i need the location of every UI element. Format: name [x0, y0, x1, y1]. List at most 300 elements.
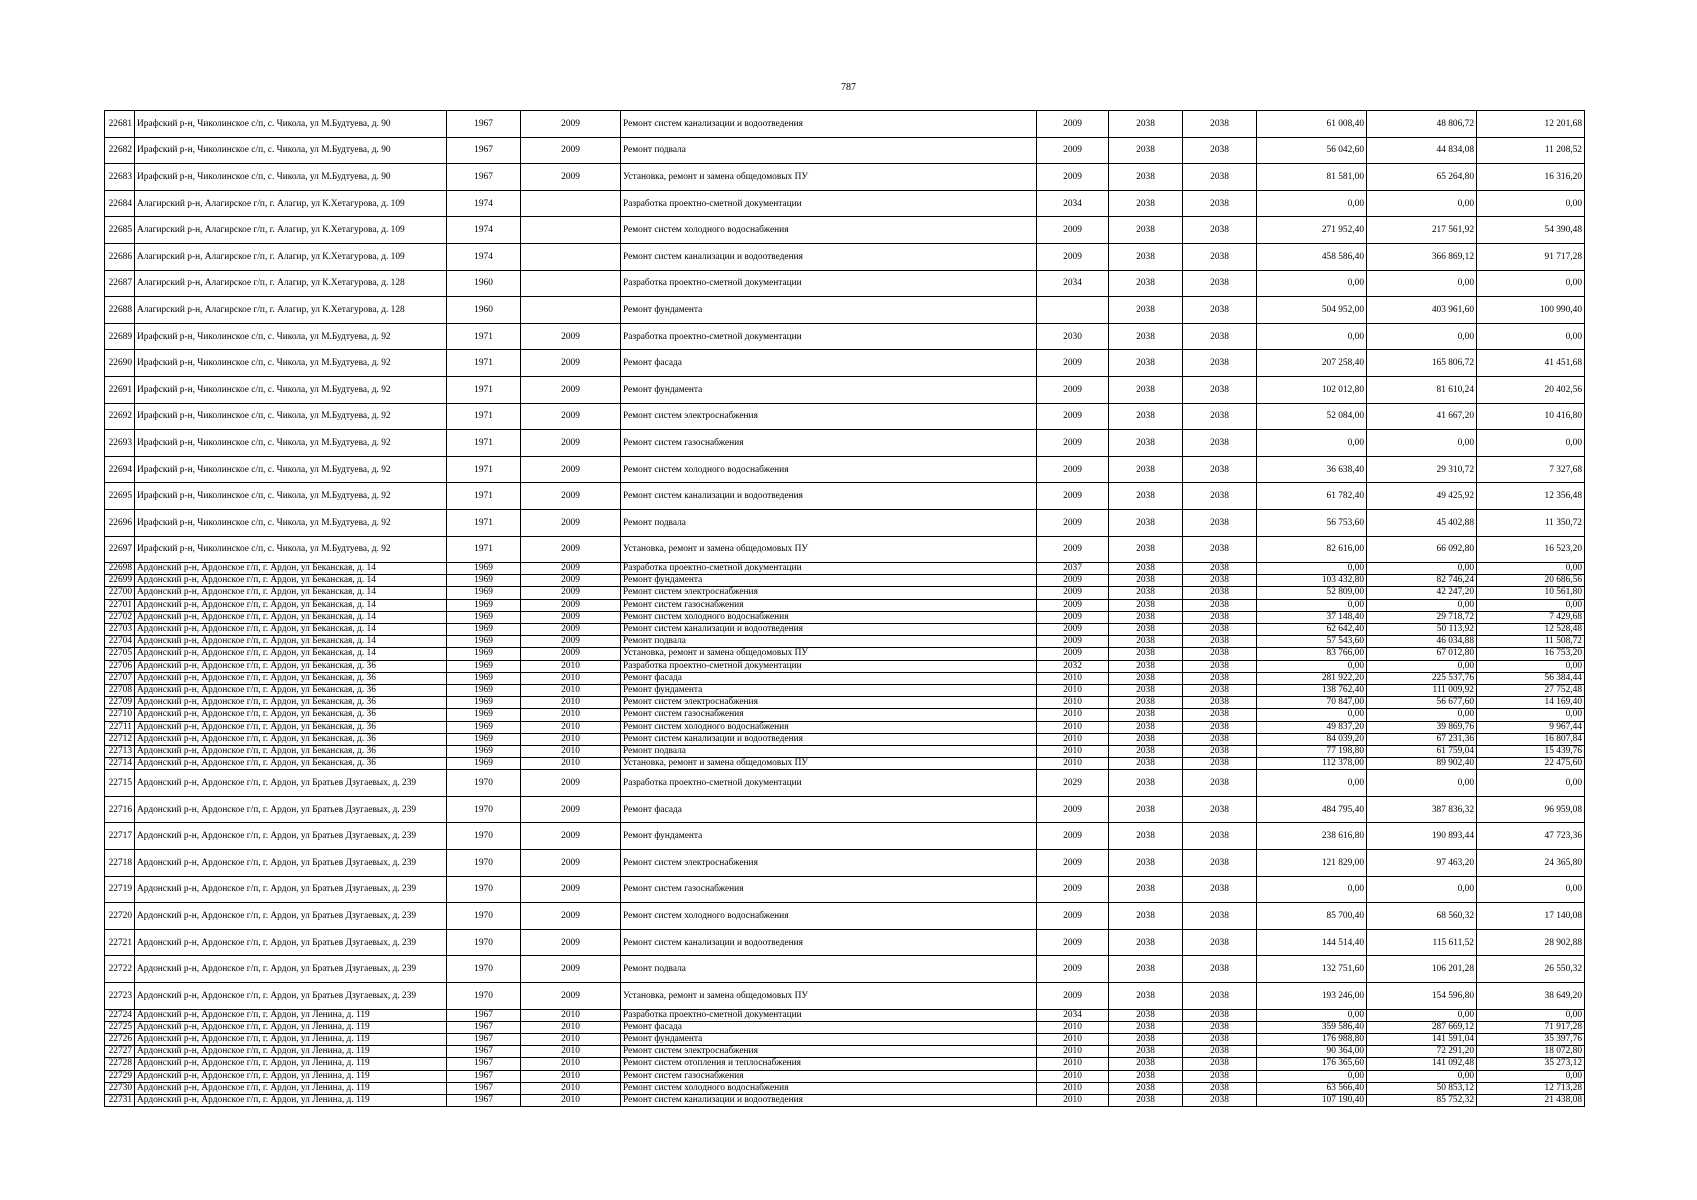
cost-b-cell: 18 072,80	[1477, 1046, 1585, 1058]
cost-total-cell: 81 581,00	[1257, 164, 1367, 191]
year-from-cell: 2009	[1037, 903, 1109, 930]
cost-b-cell: 22 475,60	[1477, 758, 1585, 770]
cost-a-cell: 85 752,32	[1367, 1094, 1477, 1106]
cost-total-cell: 61 782,40	[1257, 483, 1367, 510]
year-to-cell: 2038	[1109, 430, 1183, 457]
year-to-cell: 2038	[1109, 599, 1183, 611]
cost-a-cell: 0,00	[1367, 1070, 1477, 1082]
year-to-cell: 2038	[1109, 721, 1183, 733]
work-type-cell: Ремонт систем отопления и теплоснабжения	[621, 1058, 1037, 1070]
year-from-cell: 2009	[1037, 376, 1109, 403]
address-cell: Ардонский р-н, Ардонское г/п, г. Ардон, ул Беканская, д. 36	[135, 733, 447, 745]
table-row	[105, 1046, 1585, 1058]
cost-a-cell: 0,00	[1367, 599, 1477, 611]
year-built-cell: 1971	[447, 350, 521, 377]
year-built-cell: 1974	[447, 243, 521, 270]
address-cell: Ардонский р-н, Ардонское г/п, г. Ардон, ул Беканская, д. 36	[135, 709, 447, 721]
year-privatized-cell	[521, 270, 621, 297]
year-from-cell: 2010	[1037, 721, 1109, 733]
address-cell: Ирафский р-н, Чиколинское с/п, с. Чикола, ул М.Будтуева, д. 90	[135, 164, 447, 191]
year-plan-cell: 2038	[1183, 509, 1257, 536]
address-cell: Ардонский р-н, Ардонское г/п, г. Ардон, ул Ленина, д. 119	[135, 1034, 447, 1046]
cost-b-cell: 21 438,08	[1477, 1094, 1585, 1106]
year-built-cell: 1970	[447, 796, 521, 823]
year-to-cell: 2038	[1109, 483, 1183, 510]
year-built-cell: 1971	[447, 509, 521, 536]
year-plan-cell: 2038	[1183, 1070, 1257, 1082]
year-built-cell: 1970	[447, 770, 521, 797]
year-to-cell: 2038	[1109, 733, 1183, 745]
year-plan-cell: 2038	[1183, 823, 1257, 850]
year-plan-cell: 2038	[1183, 1034, 1257, 1046]
year-plan-cell: 2038	[1183, 243, 1257, 270]
year-privatized-cell: 2010	[521, 721, 621, 733]
year-to-cell: 2038	[1109, 624, 1183, 636]
year-to-cell: 2038	[1109, 929, 1183, 956]
year-built-cell: 1969	[447, 721, 521, 733]
year-from-cell: 2010	[1037, 1034, 1109, 1046]
row-number: 22699	[105, 575, 135, 587]
address-cell: Ардонский р-н, Ардонское г/п, г. Ардон, ул Беканская, д. 14	[135, 636, 447, 648]
address-cell: Алагирский р-н, Алагирское г/п, г. Алагир, ул К.Хетагурова, д. 109	[135, 190, 447, 217]
cost-total-cell: 62 642,40	[1257, 624, 1367, 636]
row-number: 22700	[105, 587, 135, 599]
work-type-cell: Ремонт систем газоснабжения	[621, 1070, 1037, 1082]
cost-b-cell: 12 528,48	[1477, 624, 1585, 636]
cost-total-cell: 121 829,00	[1257, 850, 1367, 877]
cost-a-cell: 89 902,40	[1367, 758, 1477, 770]
table-row	[105, 929, 1585, 956]
year-plan-cell: 2038	[1183, 403, 1257, 430]
year-from-cell: 2009	[1037, 483, 1109, 510]
year-from-cell: 2010	[1037, 1058, 1109, 1070]
year-privatized-cell: 2009	[521, 587, 621, 599]
year-from-cell: 2009	[1037, 536, 1109, 563]
year-built-cell: 1970	[447, 876, 521, 903]
year-to-cell: 2038	[1109, 709, 1183, 721]
row-number: 22711	[105, 721, 135, 733]
table-row	[105, 611, 1585, 623]
cost-a-cell: 42 247,20	[1367, 587, 1477, 599]
row-number: 22688	[105, 297, 135, 324]
cost-total-cell: 112 378,00	[1257, 758, 1367, 770]
table-row	[105, 624, 1585, 636]
cost-b-cell: 35 273,12	[1477, 1058, 1585, 1070]
year-privatized-cell: 2010	[521, 1009, 621, 1021]
cost-b-cell: 0,00	[1477, 1070, 1585, 1082]
year-from-cell: 2009	[1037, 599, 1109, 611]
year-to-cell: 2038	[1109, 660, 1183, 672]
year-to-cell: 2038	[1109, 697, 1183, 709]
address-cell: Алагирский р-н, Алагирское г/п, г. Алагир, ул К.Хетагурова, д. 109	[135, 243, 447, 270]
year-built-cell: 1974	[447, 217, 521, 244]
row-number: 22689	[105, 323, 135, 350]
year-to-cell: 2038	[1109, 323, 1183, 350]
year-to-cell: 2038	[1109, 1009, 1183, 1021]
table-row	[105, 350, 1585, 377]
table-row	[105, 483, 1585, 510]
year-privatized-cell: 2010	[521, 684, 621, 696]
table-row	[105, 297, 1585, 324]
year-built-cell: 1971	[447, 483, 521, 510]
year-to-cell: 2038	[1109, 137, 1183, 164]
cost-b-cell: 15 439,76	[1477, 745, 1585, 757]
cost-b-cell: 27 752,48	[1477, 684, 1585, 696]
cost-total-cell: 102 012,80	[1257, 376, 1367, 403]
cost-b-cell: 7 429,68	[1477, 611, 1585, 623]
cost-b-cell: 20 402,56	[1477, 376, 1585, 403]
row-number: 22682	[105, 137, 135, 164]
address-cell: Ардонский р-н, Ардонское г/п, г. Ардон, ул Братьев Дзугаевых, д. 239	[135, 796, 447, 823]
row-number: 22698	[105, 563, 135, 575]
year-plan-cell: 2038	[1183, 456, 1257, 483]
cost-a-cell: 106 201,28	[1367, 956, 1477, 983]
year-built-cell: 1969	[447, 611, 521, 623]
cost-a-cell: 0,00	[1367, 270, 1477, 297]
cost-a-cell: 0,00	[1367, 190, 1477, 217]
address-cell: Ардонский р-н, Ардонское г/п, г. Ардон, ул Ленина, д. 119	[135, 1082, 447, 1094]
cost-b-cell: 14 169,40	[1477, 697, 1585, 709]
year-built-cell: 1969	[447, 709, 521, 721]
year-to-cell: 2038	[1109, 1021, 1183, 1033]
address-cell: Ардонский р-н, Ардонское г/п, г. Ардон, ул Беканская, д. 14	[135, 575, 447, 587]
work-type-cell: Ремонт систем электроснабжения	[621, 403, 1037, 430]
row-number: 22721	[105, 929, 135, 956]
table-row	[105, 956, 1585, 983]
table-row	[105, 684, 1585, 696]
year-from-cell: 2010	[1037, 1082, 1109, 1094]
cost-b-cell: 0,00	[1477, 323, 1585, 350]
cost-total-cell: 63 566,40	[1257, 1082, 1367, 1094]
year-plan-cell: 2038	[1183, 648, 1257, 660]
year-from-cell: 2009	[1037, 624, 1109, 636]
cost-a-cell: 0,00	[1367, 323, 1477, 350]
table-row	[105, 903, 1585, 930]
page-number: 787	[841, 82, 856, 93]
address-cell: Ирафский р-н, Чиколинское с/п, с. Чикола, ул М.Будтуева, д. 92	[135, 403, 447, 430]
cost-b-cell: 47 723,36	[1477, 823, 1585, 850]
address-cell: Ардонский р-н, Ардонское г/п, г. Ардон, ул Беканская, д. 14	[135, 624, 447, 636]
year-to-cell: 2038	[1109, 217, 1183, 244]
repair-registry-table	[104, 110, 1585, 1107]
row-number: 22701	[105, 599, 135, 611]
year-to-cell: 2038	[1109, 611, 1183, 623]
row-number: 22704	[105, 636, 135, 648]
year-built-cell: 1969	[447, 587, 521, 599]
row-number: 22687	[105, 270, 135, 297]
year-from-cell: 2010	[1037, 758, 1109, 770]
address-cell: Ирафский р-н, Чиколинское с/п, с. Чикола, ул М.Будтуева, д. 92	[135, 350, 447, 377]
work-type-cell: Ремонт систем газоснабжения	[621, 430, 1037, 457]
cost-total-cell: 85 700,40	[1257, 903, 1367, 930]
row-number: 22693	[105, 430, 135, 457]
address-cell: Ардонский р-н, Ардонское г/п, г. Ардон, ул Беканская, д. 14	[135, 599, 447, 611]
year-from-cell: 2009	[1037, 850, 1109, 877]
address-cell: Ардонский р-н, Ардонское г/п, г. Ардон, ул Ленина, д. 119	[135, 1094, 447, 1106]
work-type-cell: Ремонт подвала	[621, 745, 1037, 757]
row-number: 22702	[105, 611, 135, 623]
table-row	[105, 758, 1585, 770]
address-cell: Ардонский р-н, Ардонское г/п, г. Ардон, ул Ленина, д. 119	[135, 1021, 447, 1033]
cost-b-cell: 96 959,08	[1477, 796, 1585, 823]
cost-a-cell: 0,00	[1367, 1009, 1477, 1021]
work-type-cell: Ремонт систем электроснабжения	[621, 850, 1037, 877]
year-to-cell: 2038	[1109, 190, 1183, 217]
address-cell: Алагирский р-н, Алагирское г/п, г. Алагир, ул К.Хетагурова, д. 109	[135, 217, 447, 244]
year-from-cell: 2009	[1037, 611, 1109, 623]
table-row	[105, 111, 1585, 138]
year-from-cell: 2009	[1037, 430, 1109, 457]
table-row	[105, 456, 1585, 483]
cost-a-cell: 56 677,60	[1367, 697, 1477, 709]
address-cell: Ирафский р-н, Чиколинское с/п, с. Чикола, ул М.Будтуева, д. 92	[135, 536, 447, 563]
year-to-cell: 2038	[1109, 876, 1183, 903]
year-to-cell: 2038	[1109, 587, 1183, 599]
cost-a-cell: 48 806,72	[1367, 111, 1477, 138]
year-to-cell: 2038	[1109, 509, 1183, 536]
year-plan-cell: 2038	[1183, 672, 1257, 684]
cost-b-cell: 12 356,48	[1477, 483, 1585, 510]
year-privatized-cell: 2009	[521, 111, 621, 138]
table-row	[105, 648, 1585, 660]
year-built-cell: 1960	[447, 270, 521, 297]
work-type-cell: Ремонт фасада	[621, 350, 1037, 377]
year-plan-cell: 2038	[1183, 983, 1257, 1010]
cost-total-cell: 0,00	[1257, 599, 1367, 611]
cost-total-cell: 52 084,00	[1257, 403, 1367, 430]
year-built-cell: 1969	[447, 697, 521, 709]
address-cell: Ардонский р-н, Ардонское г/п, г. Ардон, ул Братьев Дзугаевых, д. 239	[135, 956, 447, 983]
year-plan-cell: 2038	[1183, 483, 1257, 510]
row-number: 22710	[105, 709, 135, 721]
year-from-cell: 2034	[1037, 190, 1109, 217]
row-number: 22713	[105, 745, 135, 757]
year-built-cell: 1967	[447, 1058, 521, 1070]
year-to-cell: 2038	[1109, 456, 1183, 483]
row-number: 22714	[105, 758, 135, 770]
year-from-cell: 2034	[1037, 1009, 1109, 1021]
year-privatized-cell: 2010	[521, 697, 621, 709]
year-to-cell: 2038	[1109, 1058, 1183, 1070]
row-number: 22692	[105, 403, 135, 430]
row-number: 22686	[105, 243, 135, 270]
cost-total-cell: 176 988,80	[1257, 1034, 1367, 1046]
table-row	[105, 770, 1585, 797]
year-privatized-cell: 2009	[521, 823, 621, 850]
row-number: 22727	[105, 1046, 135, 1058]
table-row	[105, 323, 1585, 350]
cost-a-cell: 225 537,76	[1367, 672, 1477, 684]
year-built-cell: 1960	[447, 297, 521, 324]
year-to-cell: 2038	[1109, 796, 1183, 823]
work-type-cell: Ремонт фасада	[621, 796, 1037, 823]
row-number: 22703	[105, 624, 135, 636]
year-privatized-cell: 2009	[521, 903, 621, 930]
cost-b-cell: 17 140,08	[1477, 903, 1585, 930]
year-built-cell: 1969	[447, 636, 521, 648]
cost-total-cell: 176 365,60	[1257, 1058, 1367, 1070]
cost-b-cell: 56 384,44	[1477, 672, 1585, 684]
year-from-cell: 2009	[1037, 350, 1109, 377]
row-number: 22707	[105, 672, 135, 684]
cost-total-cell: 193 246,00	[1257, 983, 1367, 1010]
year-privatized-cell: 2009	[521, 403, 621, 430]
cost-b-cell: 16 807,84	[1477, 733, 1585, 745]
address-cell: Ирафский р-н, Чиколинское с/п, с. Чикола, ул М.Будтуева, д. 92	[135, 430, 447, 457]
year-privatized-cell: 2009	[521, 509, 621, 536]
year-built-cell: 1970	[447, 983, 521, 1010]
cost-total-cell: 484 795,40	[1257, 796, 1367, 823]
year-built-cell: 1971	[447, 456, 521, 483]
cost-total-cell: 0,00	[1257, 1009, 1367, 1021]
cost-total-cell: 0,00	[1257, 876, 1367, 903]
work-type-cell: Ремонт систем газоснабжения	[621, 599, 1037, 611]
year-plan-cell: 2038	[1183, 270, 1257, 297]
year-built-cell: 1967	[447, 1070, 521, 1082]
cost-b-cell: 11 208,52	[1477, 137, 1585, 164]
year-to-cell: 2038	[1109, 1046, 1183, 1058]
row-number: 22697	[105, 536, 135, 563]
year-from-cell: 2009	[1037, 956, 1109, 983]
work-type-cell: Ремонт фасада	[621, 672, 1037, 684]
cost-total-cell: 238 616,80	[1257, 823, 1367, 850]
year-plan-cell: 2038	[1183, 796, 1257, 823]
year-privatized-cell: 2009	[521, 796, 621, 823]
cost-a-cell: 46 034,88	[1367, 636, 1477, 648]
year-privatized-cell: 2009	[521, 323, 621, 350]
year-built-cell: 1971	[447, 323, 521, 350]
cost-b-cell: 0,00	[1477, 770, 1585, 797]
table-row	[105, 697, 1585, 709]
cost-a-cell: 72 291,20	[1367, 1046, 1477, 1058]
work-type-cell: Ремонт систем канализации и водоотведения	[621, 483, 1037, 510]
table-row	[105, 575, 1585, 587]
row-number: 22724	[105, 1009, 135, 1021]
address-cell: Алагирский р-н, Алагирское г/п, г. Алагир, ул К.Хетагурова, д. 128	[135, 297, 447, 324]
cost-a-cell: 141 591,04	[1367, 1034, 1477, 1046]
table-row	[105, 190, 1585, 217]
address-cell: Ардонский р-н, Ардонское г/п, г. Ардон, ул Братьев Дзугаевых, д. 239	[135, 770, 447, 797]
year-to-cell: 2038	[1109, 850, 1183, 877]
year-privatized-cell: 2009	[521, 575, 621, 587]
table-row	[105, 563, 1585, 575]
year-built-cell: 1971	[447, 376, 521, 403]
cost-a-cell: 50 113,92	[1367, 624, 1477, 636]
work-type-cell: Ремонт систем газоснабжения	[621, 876, 1037, 903]
work-type-cell: Ремонт подвала	[621, 137, 1037, 164]
year-built-cell: 1967	[447, 1082, 521, 1094]
cost-a-cell: 61 759,04	[1367, 745, 1477, 757]
year-from-cell: 2009	[1037, 217, 1109, 244]
cost-total-cell: 56 042,60	[1257, 137, 1367, 164]
cost-total-cell: 36 638,40	[1257, 456, 1367, 483]
cost-a-cell: 217 561,92	[1367, 217, 1477, 244]
year-privatized-cell: 2009	[521, 563, 621, 575]
cost-total-cell: 0,00	[1257, 563, 1367, 575]
address-cell: Ардонский р-н, Ардонское г/п, г. Ардон, ул Беканская, д. 36	[135, 697, 447, 709]
address-cell: Ардонский р-н, Ардонское г/п, г. Ардон, ул Ленина, д. 119	[135, 1058, 447, 1070]
year-plan-cell: 2038	[1183, 929, 1257, 956]
year-from-cell: 2010	[1037, 745, 1109, 757]
cost-b-cell: 0,00	[1477, 563, 1585, 575]
table-row	[105, 876, 1585, 903]
year-privatized-cell: 2009	[521, 599, 621, 611]
year-built-cell: 1969	[447, 758, 521, 770]
work-type-cell: Ремонт систем электроснабжения	[621, 697, 1037, 709]
cost-total-cell: 281 922,20	[1257, 672, 1367, 684]
year-from-cell: 2037	[1037, 563, 1109, 575]
cost-b-cell: 35 397,76	[1477, 1034, 1585, 1046]
cost-b-cell: 11 508,72	[1477, 636, 1585, 648]
year-built-cell: 1969	[447, 684, 521, 696]
year-plan-cell: 2038	[1183, 536, 1257, 563]
row-number: 22726	[105, 1034, 135, 1046]
cost-a-cell: 29 310,72	[1367, 456, 1477, 483]
year-privatized-cell: 2009	[521, 137, 621, 164]
year-plan-cell: 2038	[1183, 430, 1257, 457]
year-from-cell: 2009	[1037, 403, 1109, 430]
year-to-cell: 2038	[1109, 672, 1183, 684]
table-row	[105, 164, 1585, 191]
work-type-cell: Разработка проектно-сметной документации	[621, 1009, 1037, 1021]
cost-total-cell: 107 190,40	[1257, 1094, 1367, 1106]
address-cell: Ирафский р-н, Чиколинское с/п, с. Чикола, ул М.Будтуева, д. 92	[135, 323, 447, 350]
year-from-cell: 2009	[1037, 137, 1109, 164]
year-built-cell: 1970	[447, 823, 521, 850]
cost-b-cell: 12 713,28	[1477, 1082, 1585, 1094]
row-number: 22730	[105, 1082, 135, 1094]
cost-b-cell: 28 902,88	[1477, 929, 1585, 956]
year-to-cell: 2038	[1109, 983, 1183, 1010]
address-cell: Ирафский р-н, Чиколинское с/п, с. Чикола, ул М.Будтуева, д. 92	[135, 376, 447, 403]
year-privatized-cell: 2010	[521, 660, 621, 672]
year-privatized-cell: 2010	[521, 1070, 621, 1082]
row-number: 22695	[105, 483, 135, 510]
year-privatized-cell: 2010	[521, 1034, 621, 1046]
year-privatized-cell: 2010	[521, 745, 621, 757]
cost-total-cell: 138 762,40	[1257, 684, 1367, 696]
cost-total-cell: 0,00	[1257, 660, 1367, 672]
cost-b-cell: 16 316,20	[1477, 164, 1585, 191]
cost-a-cell: 0,00	[1367, 430, 1477, 457]
year-built-cell: 1967	[447, 1034, 521, 1046]
work-type-cell: Установка, ремонт и замена общедомовых ПУ	[621, 648, 1037, 660]
year-plan-cell: 2038	[1183, 164, 1257, 191]
cost-a-cell: 0,00	[1367, 876, 1477, 903]
work-type-cell: Разработка проектно-сметной документации	[621, 323, 1037, 350]
year-privatized-cell	[521, 243, 621, 270]
work-type-cell: Ремонт систем холодного водоснабжения	[621, 217, 1037, 244]
table-row	[105, 1009, 1585, 1021]
year-to-cell: 2038	[1109, 770, 1183, 797]
address-cell: Ардонский р-н, Ардонское г/п, г. Ардон, ул Братьев Дзугаевых, д. 239	[135, 823, 447, 850]
year-to-cell: 2038	[1109, 164, 1183, 191]
address-cell: Ардонский р-н, Ардонское г/п, г. Ардон, ул Беканская, д. 36	[135, 745, 447, 757]
table-row	[105, 376, 1585, 403]
row-number: 22728	[105, 1058, 135, 1070]
cost-b-cell: 12 201,68	[1477, 111, 1585, 138]
year-plan-cell: 2038	[1183, 636, 1257, 648]
cost-a-cell: 67 012,80	[1367, 648, 1477, 660]
cost-total-cell: 504 952,00	[1257, 297, 1367, 324]
year-plan-cell: 2038	[1183, 697, 1257, 709]
year-plan-cell: 2038	[1183, 350, 1257, 377]
table-row	[105, 536, 1585, 563]
year-privatized-cell: 2009	[521, 456, 621, 483]
year-built-cell: 1969	[447, 563, 521, 575]
year-privatized-cell: 2009	[521, 483, 621, 510]
table-row	[105, 796, 1585, 823]
